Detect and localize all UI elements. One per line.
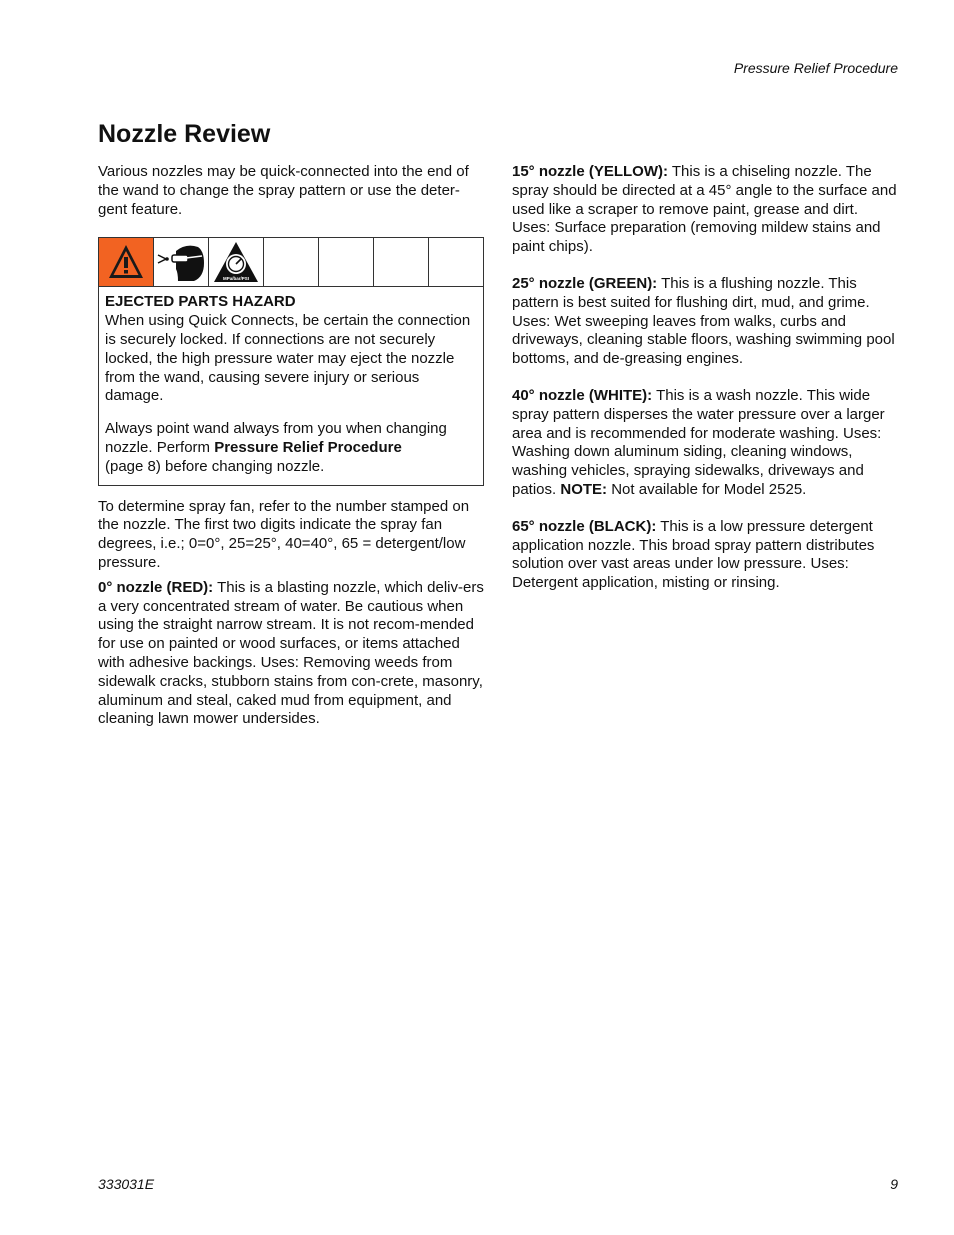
- nozzle-description: This is a flushing nozzle. This pattern is best suited for flushing dirt, mud, and grime. Uses: Wet sweeping leaves from walks, curbs and driveways, cleaning stable floors, washing swimming pool bottoms, and de-greasing engines.: [512, 274, 895, 368]
- warning-icon-row: [99, 238, 483, 287]
- pressure-gauge-icon: [209, 238, 264, 286]
- page-number: 9: [890, 1176, 898, 1192]
- nozzle-paragraph-green: [512, 275, 898, 369]
- empty-icon-cell: [319, 238, 374, 286]
- left-column: [98, 163, 484, 747]
- warning-title: EJECTED PARTS HAZARD: [105, 293, 296, 311]
- ejected-parts-face-icon: [154, 238, 209, 286]
- empty-icon-cell: [374, 238, 429, 286]
- nozzle-label: 25° nozzle (GREEN):: [512, 274, 658, 292]
- nozzle-label: 65° nozzle (BLACK):: [512, 517, 657, 535]
- warning-box: [98, 237, 484, 485]
- note-text: Not available for Model 2525.: [607, 480, 807, 498]
- nozzle-description: This is a blasting nozzle, which deliv-ers a very concentrated stream of water. Be cautious when using the straight narrow stream. It is not recom-mended for use on painted or wood surfaces, or items attached with adhesive backings. Uses: Removing weeds from sidewalk cracks, stubborn stains from con-crete, masonry, aluminum and steal, caked mud from equipment, and cleaning lawn mower undersides.: [98, 578, 484, 728]
- warning-paragraph-2: [105, 420, 477, 476]
- pressure-units-label: MPa/bar/PSI: [222, 276, 250, 282]
- nozzle-description: This is a chiseling nozzle. The spray should be directed at a 45° angle to the surface and used like a scraper to remove paint, grease and dirt. Uses: Surface preparation (removing mildew stains and paint chips).: [512, 163, 897, 256]
- procedure-reference: Pressure Relief Procedure: [214, 438, 402, 456]
- warning-text-2-post: (page 8) before changing nozzle.: [105, 457, 325, 475]
- nozzle-paragraph-black: [512, 518, 898, 593]
- right-column: [512, 163, 898, 611]
- page-title: Nozzle Review: [98, 120, 271, 148]
- note-label: NOTE:: [560, 480, 608, 498]
- warning-triangle-icon: [99, 238, 154, 286]
- warning-body: [99, 287, 483, 484]
- warning-paragraph-1: [105, 293, 477, 406]
- nozzle-paragraph-red: [98, 579, 484, 729]
- nozzle-label: 40° nozzle (WHITE):: [512, 386, 653, 404]
- nozzle-label: 15° nozzle (YELLOW):: [512, 163, 668, 180]
- nozzle-description: This is a wash nozzle. This wide spray pattern disperses the water pressure over a larger area and is recommended for moderate washing. Uses: Washing down aluminum siding, cleaning windows, washing vehicles, spraying sidewalks, driveways and patios.: [512, 386, 885, 498]
- empty-icon-cell: [429, 238, 483, 286]
- empty-icon-cell: [264, 238, 319, 286]
- nozzle-paragraph-white: [512, 387, 898, 500]
- running-header: Pressure Relief Procedure: [733, 60, 898, 76]
- spray-fan-paragraph: To determine spray fan, refer to the number stamped on the nozzle. The first two digits indicate the spray fan degrees, i.e.; 0=0°, 25=25°, 40=40°, 65 = detergent/low pressure.: [98, 497, 470, 571]
- warning-text-1: When using Quick Connects, be certain the connection is securely locked. If connections are not securely locked, the high pressure water may eject the nozzle from the wand, causing severe injury or serious damage.: [105, 312, 471, 405]
- warning-text-2-pre: Always point wand always from you when changing nozzle. Perform: [105, 420, 447, 456]
- intro-paragraph: Various nozzles may be quick-connected into the end of the wand to change the spray pattern or use the deter-gent feature.: [98, 163, 469, 218]
- nozzle-paragraph-yellow: [512, 163, 898, 257]
- nozzle-label: 0° nozzle (RED):: [98, 578, 214, 596]
- nozzle-description: This is a low pressure detergent application nozzle. This broad spray pattern distributes solution over vast areas under low pressure. Uses: Detergent application, misting or rinsing.: [512, 517, 875, 592]
- document-number: 333031E: [98, 1176, 155, 1192]
